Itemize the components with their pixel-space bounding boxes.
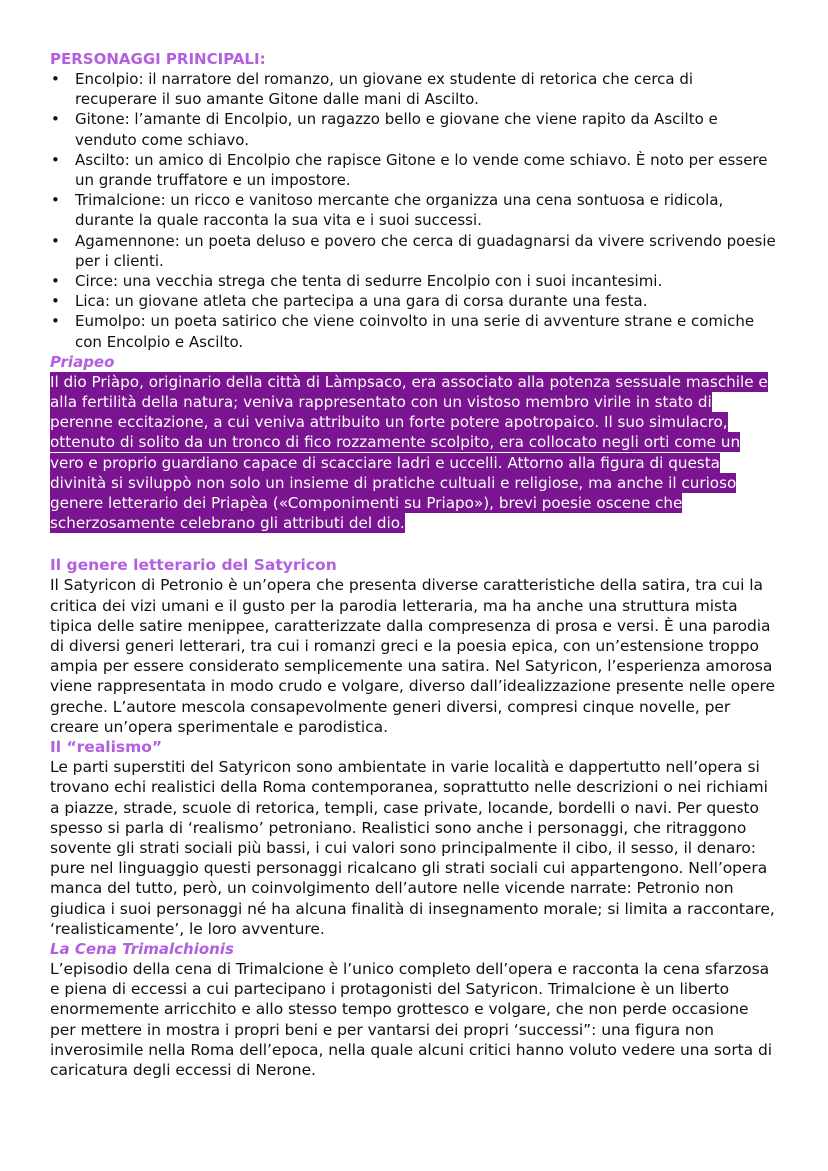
list-item: • Gitone: l’amante di Encolpio, un ragazzo bello e giovane che viene rapito da Ascilto e venduto come schiavo. bbox=[51, 110, 718, 149]
list-item: • Eumolpo: un poeta satirico che viene coinvolto in una serie di avventure strane e comiche con Encolpio e Ascilto. bbox=[51, 312, 755, 351]
characters-list bbox=[50, 69, 778, 352]
bullet-icon: • bbox=[51, 272, 60, 291]
realismo-heading: Il “realismo” bbox=[50, 738, 163, 757]
list-item: • Circe: una vecchia strega che tenta di sedurre Encolpio con i suoi incantesimi. bbox=[51, 272, 663, 291]
bullet-icon: • bbox=[51, 312, 60, 331]
list-item: • Ascilto: un amico di Encolpio che rapisce Gitone e lo vende come schiavo. È noto per essere un grande truffatore e un impostore. bbox=[51, 150, 768, 190]
highlighted-text: Il dio Priàpo, originario della città di Làmpsaco, era associato alla potenza sessuale maschile e alla fertilità della natura; veniva rappresentato con un vistoso membro virile in stato di perenne eccitazione, a cui veniva attribuito un forte potere apotropaico. Il suo simulacro, ottenuto di solito da un tronco di fico rozzamente scolpito, era collocato negli orti come un vero e proprio guardiano capace di scacciare ladri e uccelli. Attorno alla figura di questa divinità si sviluppò non solo un insieme di pratiche cultuali e religiose, ma anche il curioso genere letterario dei Priapèa («Componimenti su Priapo»), brevi poesie oscene che scherzosamente celebrano gli attributi del dio. bbox=[50, 372, 768, 533]
genere-heading: Il genere letterario del Satyricon bbox=[50, 556, 337, 575]
realismo-paragraph: Le parti superstiti del Satyricon sono ambientate in varie località e dappertutto nell’opera si trovano echi realistici della Roma contemporanea, soprattutto nelle descrizioni o nei richiami a piazze, strade, scuole di retorica, templi, case private, locande, bordelli o navi. Per questo spesso si parla di ‘realismo’ petroniano. Realistici sono anche i personaggi, che ritraggono sovente gli strati sociali più bassi, i cui valori sono principalmente il cibo, il sesso, il denaro: pure nel linguaggio questi personaggi ricalcano gli strati sociali cui appartengono. Nell’opera manca del tutto, però, un coinvolgimento dell’autore nelle vicende narrate: Petronio non giudica i suoi personaggi né ha alcuna finalità di insegnamento morale; si limita a raccontare, ‘realisticamente’, le loro avventure. bbox=[50, 758, 775, 938]
priapeo-heading: Priapeo bbox=[50, 352, 115, 371]
bullet-icon: • bbox=[51, 191, 60, 210]
list-item: • Agamennone: un poeta deluso e povero che cerca di guadagnarsi da vivere scrivendo poesie per i clienti. bbox=[51, 231, 776, 270]
bullet-icon: • bbox=[51, 70, 60, 88]
priapeo-paragraph bbox=[50, 372, 778, 534]
bullet-icon: • bbox=[51, 110, 60, 129]
spacer bbox=[50, 533, 778, 555]
list-item: • Trimalcione: un ricco e vanitoso mercante che organizza una cena sontuosa e ridicola, durante la quale racconta la sua vita e i suoi successi. bbox=[51, 191, 724, 230]
cena-heading: La Cena Trimalchionis bbox=[50, 939, 234, 958]
bullet-icon: • bbox=[51, 292, 60, 311]
bullet-icon: • bbox=[51, 231, 60, 250]
cena-paragraph: L’episodio della cena di Trimalcione è l’unico completo dell’opera e racconta la cena sfarzosa e piena di eccessi a cui partecipano i protagonisti del Satyricon. Trimalcione è un liberto enormemente arricchito e allo stesso tempo grottesco e volgare, che non perde occasione per mettere in mostra i propri beni e per vantarsi dei propri ‘successi”: una figura non inverosimile nella Roma dell’epoca, nella quale alcuni critici hanno voluto vedere una sorta di caricatura degli eccessi di Nerone. bbox=[50, 959, 773, 1079]
list-item: • Encolpio: il narratore del romanzo, un giovane ex studente di retorica che cerca di recuperare il suo amante Gitone dalle mani di Ascilto. bbox=[51, 70, 694, 109]
characters-heading: PERSONAGGI PRINCIPALI: bbox=[50, 50, 266, 68]
list-item: • Lica: un giovane atleta che partecipa a una gara di corsa durante una festa. bbox=[51, 292, 648, 311]
genere-paragraph: Il Satyricon di Petronio è un’opera che presenta diverse caratteristiche della satira, tra cui la critica dei vizi umani e il gusto per la parodia letteraria, ma ha anche una struttura mista tipica delle satire menippee, caratterizzate dalla compresenza di prosa e versi. È una parodia di diversi generi letterari, tra cui i romanzi greci e la poesia epica, con un’estensione troppo ampia per essere considerato semplicemente una satira. Nel Satyricon, l’esperienza amorosa viene rappresentata in modo crudo e volgare, diverso dall’idealizzazione presente nelle opere greche. L’autore mescola consapevolmente generi diversi, compresi cinque novelle, per creare un’opera sperimentale e parodistica. bbox=[50, 576, 775, 736]
bullet-icon: • bbox=[51, 150, 60, 169]
